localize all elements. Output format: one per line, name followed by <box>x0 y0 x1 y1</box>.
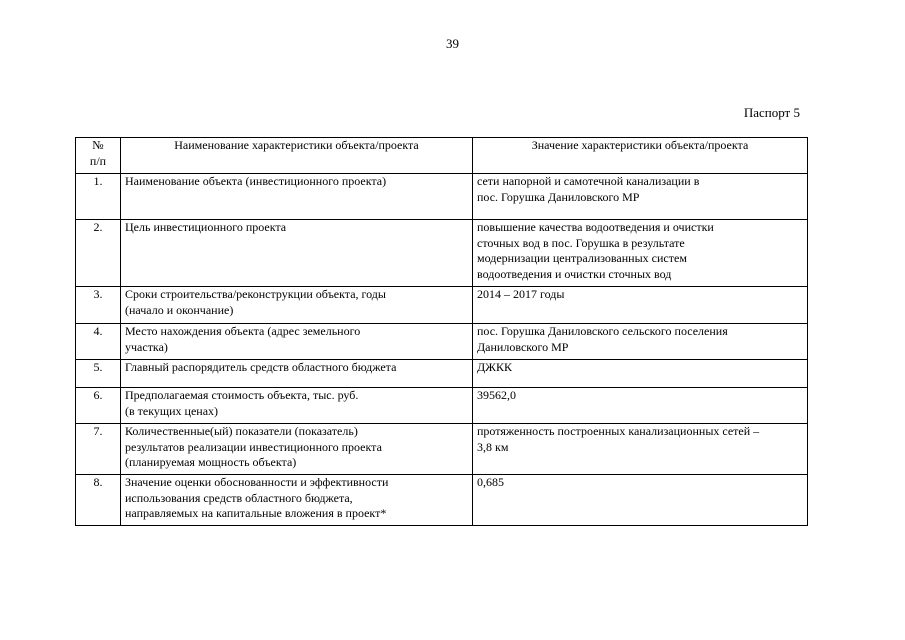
table-row <box>76 287 808 324</box>
row-num: 4. <box>76 324 121 360</box>
table-row <box>76 220 808 287</box>
row-num: 2. <box>76 220 121 287</box>
row-name-line: направляемых на капитальные вложения в проект* <box>125 506 387 520</box>
header-value-cell: Значение характеристики объекта/проекта <box>473 138 808 174</box>
row-value-line: пос. Горушка Даниловского сельского поселения <box>477 324 728 338</box>
table-row <box>76 475 808 526</box>
row-name-line: Предполагаемая стоимость объекта, тыс. руб. <box>125 388 359 402</box>
table-header-row <box>76 138 808 174</box>
row-value-cell <box>473 424 808 475</box>
row-value-line: протяженность построенных канализационных сетей – <box>477 424 760 438</box>
row-name-cell <box>121 220 473 287</box>
row-name-line: участка) <box>125 339 168 354</box>
row-value-line: 39562,0 <box>477 388 516 402</box>
header-name-cell: Наименование характеристики объекта/проекта <box>121 138 473 174</box>
row-value-cell <box>473 220 808 287</box>
row-name-line: (начало и окончание) <box>125 302 234 317</box>
row-value-cell <box>473 324 808 360</box>
header-num-line1: № <box>92 138 104 152</box>
table-row <box>76 174 808 220</box>
row-value-cell <box>473 388 808 424</box>
row-name-cell <box>121 324 473 360</box>
row-name-line: использования средств областного бюджета, <box>125 490 353 505</box>
row-name-line: (планируемая мощность объекта) <box>125 455 297 469</box>
table-row <box>76 388 808 424</box>
row-value-line: сети напорной и самотечной канализации в <box>477 174 700 188</box>
row-name-cell <box>121 287 473 324</box>
row-num: 8. <box>76 475 121 526</box>
row-name-line: Цель инвестиционного проекта <box>125 220 287 234</box>
row-name-line: Количественные(ый) показатели (показатель) <box>125 424 358 438</box>
row-value-line: водоотведения и очистки сточных вод <box>477 266 672 281</box>
table-row <box>76 324 808 360</box>
row-value-line: модернизации централизованных систем <box>477 251 687 265</box>
row-name-line: Значение оценки обоснованности и эффективности <box>125 475 389 489</box>
passport-title: Паспорт 5 <box>743 105 800 120</box>
row-value-line: сточных вод в пос. Горушка в результате <box>477 235 685 250</box>
row-num: 6. <box>76 388 121 424</box>
row-num: 1. <box>76 174 121 220</box>
row-value-line: пос. Горушка Даниловского МР <box>477 189 640 204</box>
row-value-cell <box>473 174 808 220</box>
row-name-cell <box>121 475 473 526</box>
page-number: 39 <box>446 36 459 51</box>
table-row <box>76 424 808 475</box>
row-name-line: Сроки строительства/реконструкции объекта, годы <box>125 287 386 301</box>
row-name-line: (в текущих ценах) <box>125 403 219 418</box>
row-name-line: Главный распорядитель средств областного бюджета <box>125 360 397 374</box>
header-num-line2: п/п <box>89 153 107 168</box>
row-num: 5. <box>76 360 121 388</box>
row-name-cell <box>121 388 473 424</box>
row-value-cell <box>473 360 808 388</box>
row-value-line: ДЖКК <box>477 360 512 374</box>
row-value-line: 2014 – 2017 годы <box>477 287 565 301</box>
row-name-cell <box>121 424 473 475</box>
row-num: 7. <box>76 424 121 475</box>
row-name-line: результатов реализации инвестиционного проекта <box>125 439 382 454</box>
header-num-cell <box>76 138 121 174</box>
row-value-line: 0,685 <box>477 475 504 489</box>
table-row <box>76 360 808 388</box>
passport-table <box>75 137 808 526</box>
row-num: 3. <box>76 287 121 324</box>
row-name-cell <box>121 174 473 220</box>
row-value-line: Даниловского МР <box>477 339 569 354</box>
row-value-line: 3,8 км <box>477 439 509 454</box>
row-name-line: Наименование объекта (инвестиционного проекта) <box>125 174 387 188</box>
row-value-cell <box>473 475 808 526</box>
row-value-cell <box>473 287 808 324</box>
row-value-line: повышение качества водоотведения и очистки <box>477 220 714 234</box>
row-name-cell <box>121 360 473 388</box>
row-name-line: Место нахождения объекта (адрес земельного <box>125 324 361 338</box>
